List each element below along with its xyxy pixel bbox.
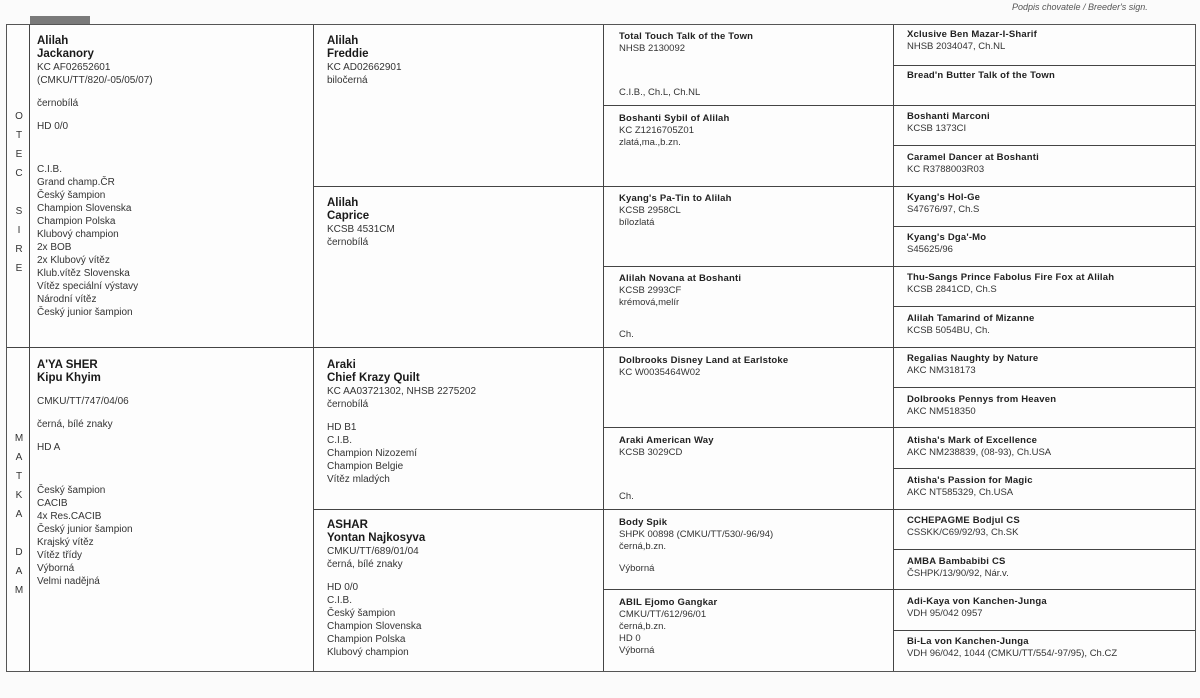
gen3-name: Kyang's Pa-Tin to Alilah — [619, 193, 732, 204]
breeder-sign-label: Podpis chovatele / Breeder's sign. — [1012, 2, 1148, 12]
gen2-line: Champion Slovenska — [327, 621, 422, 632]
gen3-line: KC Z1216705Z01 — [619, 125, 694, 136]
gen4-divider-5 — [893, 387, 1195, 388]
side-label-divider — [29, 25, 30, 671]
dam-hd: HD A — [37, 442, 61, 453]
dam-title: 4x Res.CACIB — [37, 511, 102, 522]
gen4-cell-4 — [907, 152, 1191, 186]
gen2-line: KC AD02662901 — [327, 62, 402, 73]
dam-reg: CMKU/TT/747/04/06 — [37, 396, 129, 407]
gen3-line: zlatá,ma.,b.zn. — [619, 137, 681, 148]
sire-color: černobílá — [37, 98, 79, 109]
gen2-name-1: Araki — [327, 359, 356, 371]
sire-name-1: Alilah — [37, 35, 69, 47]
dam-title: Český junior šampion — [37, 524, 133, 535]
gen3-line: černá,b.zn. — [619, 541, 666, 552]
gen3-cell-2 — [619, 113, 889, 185]
gen4-cell-14 — [907, 556, 1191, 590]
gen3-divider-2 — [603, 266, 1195, 267]
sire-title: Národní vítěz — [37, 294, 97, 305]
gen3-cell-5 — [619, 355, 889, 425]
gen2-line: KC AA03721302, NHSB 2275202 — [327, 386, 476, 397]
gen3-name: ABIL Ejomo Gangkar — [619, 597, 718, 608]
gen2-cell-3 — [327, 359, 597, 507]
gen4-line: VDH 95/042 0957 — [907, 608, 983, 619]
gen2-line: Champion Belgie — [327, 461, 404, 472]
gen2-line: Klubový champion — [327, 647, 409, 658]
gen4-cell-13 — [907, 515, 1191, 549]
dam-color: černá, bílé znaky — [37, 419, 113, 430]
gen4-name: Dolbrooks Pennys from Heaven — [907, 394, 1057, 405]
sire-title: Klubový champion — [37, 229, 119, 240]
gen3-divider-1 — [603, 105, 1195, 106]
gen4-cell-7 — [907, 272, 1191, 306]
sire-title: Vítěz speciální výstavy — [37, 281, 139, 292]
gen4-line: KC R3788003R03 — [907, 164, 985, 175]
side-label-sire: O T E C S I R E — [15, 111, 23, 274]
gen2-line: Český šampion — [327, 608, 396, 619]
gen1-gen2-divider — [313, 25, 314, 671]
gen4-line: KCSB 5054BU, Ch. — [907, 325, 990, 336]
gen3-cell-1 — [619, 31, 889, 103]
sire-title: Český junior šampion — [37, 307, 133, 318]
gen3-line: KCSB 2958CL — [619, 205, 681, 216]
gen2-name-2: Freddie — [327, 48, 369, 60]
sire-title: Champion Slovenska — [37, 203, 132, 214]
dam-cell — [37, 359, 307, 665]
gen4-name: Xclusive Ben Mazar-I-Sharif — [907, 29, 1037, 40]
sire-title: Champion Polska — [37, 216, 116, 227]
gen4-name: CCHEPAGME Bodjul CS — [907, 515, 1020, 526]
sire-title: C.I.B. — [37, 164, 63, 175]
gen3-gen4-divider — [893, 25, 894, 671]
gen2-line: KCSB 4531CM — [327, 224, 395, 235]
gen3-cell-8 — [619, 597, 889, 669]
gen4-name: Regalias Naughty by Nature — [907, 353, 1039, 364]
gen4-cell-6 — [907, 232, 1191, 266]
gen3-foot: Ch. — [619, 329, 634, 340]
gen3-foot: C.I.B., Ch.L, Ch.NL — [619, 87, 701, 98]
gen3-line: SHPK 00898 (CMKU/TT/530/-96/94) — [619, 529, 774, 540]
gen4-line: S45625/96 — [907, 244, 953, 255]
gen4-line: KCSB 2841CD, Ch.S — [907, 284, 997, 295]
gen4-name: Atisha's Passion for Magic — [907, 475, 1033, 486]
gen4-line: KCSB 1373CI — [907, 123, 967, 134]
gen2-line: černá, bílé znaky — [327, 559, 403, 570]
gen4-cell-10 — [907, 394, 1191, 428]
gen2-divider-1 — [313, 186, 1195, 187]
gen4-name: Kyang's Dga'-Mo — [907, 232, 987, 243]
dam-title: Výborná — [37, 563, 75, 574]
sire-title: 2x Klubový vítěz — [37, 255, 110, 266]
gen4-name: Bi-La von Kanchen-Junga — [907, 636, 1029, 647]
gen4-line: CSSKK/C69/92/93, Ch.SK — [907, 527, 1019, 538]
dam-title: Vítěz třídy — [37, 550, 83, 561]
gen3-cell-6 — [619, 435, 889, 507]
pedigree-table — [6, 24, 1196, 672]
gen4-line: NHSB 2034047, Ch.NL — [907, 41, 1006, 52]
gen4-divider-1 — [893, 65, 1195, 66]
gen3-line: černá,b.zn. — [619, 621, 666, 632]
gen3-line: KCSB 3029CD — [619, 447, 683, 458]
gen3-name: Alilah Novana at Boshanti — [619, 273, 742, 284]
gen3-cell-7 — [619, 517, 889, 587]
gen2-line: Vítěz mladých — [327, 474, 390, 485]
sire-name-2: Jackanory — [37, 48, 94, 60]
dam-title: Velmi nadějná — [37, 576, 100, 587]
gen4-name: Thu-Sangs Prince Fabolus Fire Fox at Alilah — [907, 272, 1115, 283]
gen2-gen3-divider — [603, 25, 604, 671]
gen2-line: HD B1 — [327, 422, 357, 433]
gen3-name: Total Touch Talk of the Town — [619, 31, 754, 42]
gen4-line: AKC NT585329, Ch.USA — [907, 487, 1014, 498]
gen2-divider-2 — [313, 509, 1195, 510]
dam-title: Český šampion — [37, 485, 106, 496]
gen4-cell-8 — [907, 313, 1191, 347]
gen3-line: HD 0 — [619, 633, 641, 644]
gen3-foot: Ch. — [619, 491, 634, 502]
gen3-cell-3 — [619, 193, 889, 265]
gen4-name: Alilah Tamarind of Mizanne — [907, 313, 1035, 324]
gen4-name: Caramel Dancer at Boshanti — [907, 152, 1039, 163]
gen3-name: Boshanti Sybil of Alilah — [619, 113, 730, 124]
sire-cell — [37, 35, 307, 341]
gen3-line: KCSB 2993CF — [619, 285, 682, 296]
gen2-name-2: Caprice — [327, 210, 370, 222]
gen4-name: Atisha's Mark of Excellence — [907, 435, 1038, 446]
gen2-line: CMKU/TT/689/01/04 — [327, 546, 419, 557]
gen4-line: AKC NM318173 — [907, 365, 976, 376]
sire-title: 2x BOB — [37, 242, 72, 253]
dam-name-2: Kipu Khyim — [37, 372, 101, 384]
sire-reg: KC AF02652601 — [37, 62, 111, 73]
gen2-line: biločerná — [327, 75, 368, 86]
gen3-line: KC W0035464W02 — [619, 367, 701, 378]
gen4-divider-3 — [893, 226, 1195, 227]
gen4-line: VDH 96/042, 1044 (CMKU/TT/554/-97/95), Ch.CZ — [907, 648, 1118, 659]
gen4-divider-2 — [893, 145, 1195, 146]
gen4-line: AKC NM238839, (08-93), Ch.USA — [907, 447, 1052, 458]
gen3-line: Výborná — [619, 563, 655, 574]
gen2-name-2: Yontan Najkosyva — [327, 532, 426, 544]
gen2-cell-2 — [327, 197, 597, 345]
gen4-divider-8 — [893, 630, 1195, 631]
gen4-cell-3 — [907, 111, 1191, 145]
gen2-cell-4 — [327, 519, 597, 669]
gen2-line: černobílá — [327, 237, 369, 248]
gen4-name: Boshanti Marconi — [907, 111, 990, 122]
gen3-name: Araki American Way — [619, 435, 714, 446]
dam-name-1: A'YA SHER — [37, 359, 98, 371]
gen2-line: Champion Nizozemí — [327, 448, 418, 459]
gen2-line: Champion Polska — [327, 634, 406, 645]
gen4-cell-2 — [907, 70, 1191, 104]
dam-title: Krajský vítěz — [37, 537, 94, 548]
gen2-line: černobílá — [327, 399, 369, 410]
gen4-line: S47676/97, Ch.S — [907, 204, 980, 215]
gen3-name: Body Spik — [619, 517, 668, 528]
gen2-cell-1 — [327, 35, 597, 183]
sire-dam-divider — [7, 347, 1195, 348]
gen4-name: Bread'n Butter Talk of the Town — [907, 70, 1055, 81]
gen4-cell-9 — [907, 353, 1191, 387]
gen3-line: krémová,melír — [619, 297, 680, 308]
gen4-cell-11 — [907, 435, 1191, 469]
gen3-line: Výborná — [619, 645, 655, 656]
gen4-divider-7 — [893, 549, 1195, 550]
gen3-line: bílozlatá — [619, 217, 655, 228]
gen2-line: HD 0/0 — [327, 582, 359, 593]
sire-hd: HD 0/0 — [37, 121, 69, 132]
sire-reg-cmku: (CMKU/TT/820/-05/05/07) — [37, 75, 153, 86]
gen4-line: ČSHPK/13/90/92, Nár.v. — [907, 568, 1009, 579]
gen4-divider-4 — [893, 306, 1195, 307]
gen3-line: CMKU/TT/612/96/01 — [619, 609, 707, 620]
page-tab-marker — [30, 16, 90, 24]
gen4-cell-12 — [907, 475, 1191, 509]
gen4-name: Kyang's Hol-Ge — [907, 192, 981, 203]
sire-title: Klub.vítěz Slovenska — [37, 268, 130, 279]
gen2-line: C.I.B. — [327, 435, 353, 446]
dam-title: CACIB — [37, 498, 68, 509]
gen2-line: C.I.B. — [327, 595, 353, 606]
gen2-name-1: ASHAR — [327, 519, 368, 531]
sire-title: Grand champ.ČR — [37, 177, 115, 188]
sire-title: Český šampion — [37, 190, 106, 201]
gen3-name: Dolbrooks Disney Land at Earlstoke — [619, 355, 789, 366]
gen2-name-1: Alilah — [327, 35, 359, 47]
side-label-dam: M A T K A D A M — [14, 433, 24, 596]
gen4-cell-5 — [907, 192, 1191, 226]
gen3-cell-4 — [619, 273, 889, 345]
gen4-cell-1 — [907, 29, 1191, 63]
gen4-cell-15 — [907, 596, 1191, 630]
gen4-line: AKC NM518350 — [907, 406, 976, 417]
gen2-name-1: Alilah — [327, 197, 359, 209]
gen4-cell-16 — [907, 636, 1191, 670]
gen4-name: Adi-Kaya von Kanchen-Junga — [907, 596, 1047, 607]
gen2-name-2: Chief Krazy Quilt — [327, 372, 420, 384]
gen3-line: NHSB 2130092 — [619, 43, 686, 54]
gen4-name: AMBA Bambabibi CS — [907, 556, 1006, 567]
